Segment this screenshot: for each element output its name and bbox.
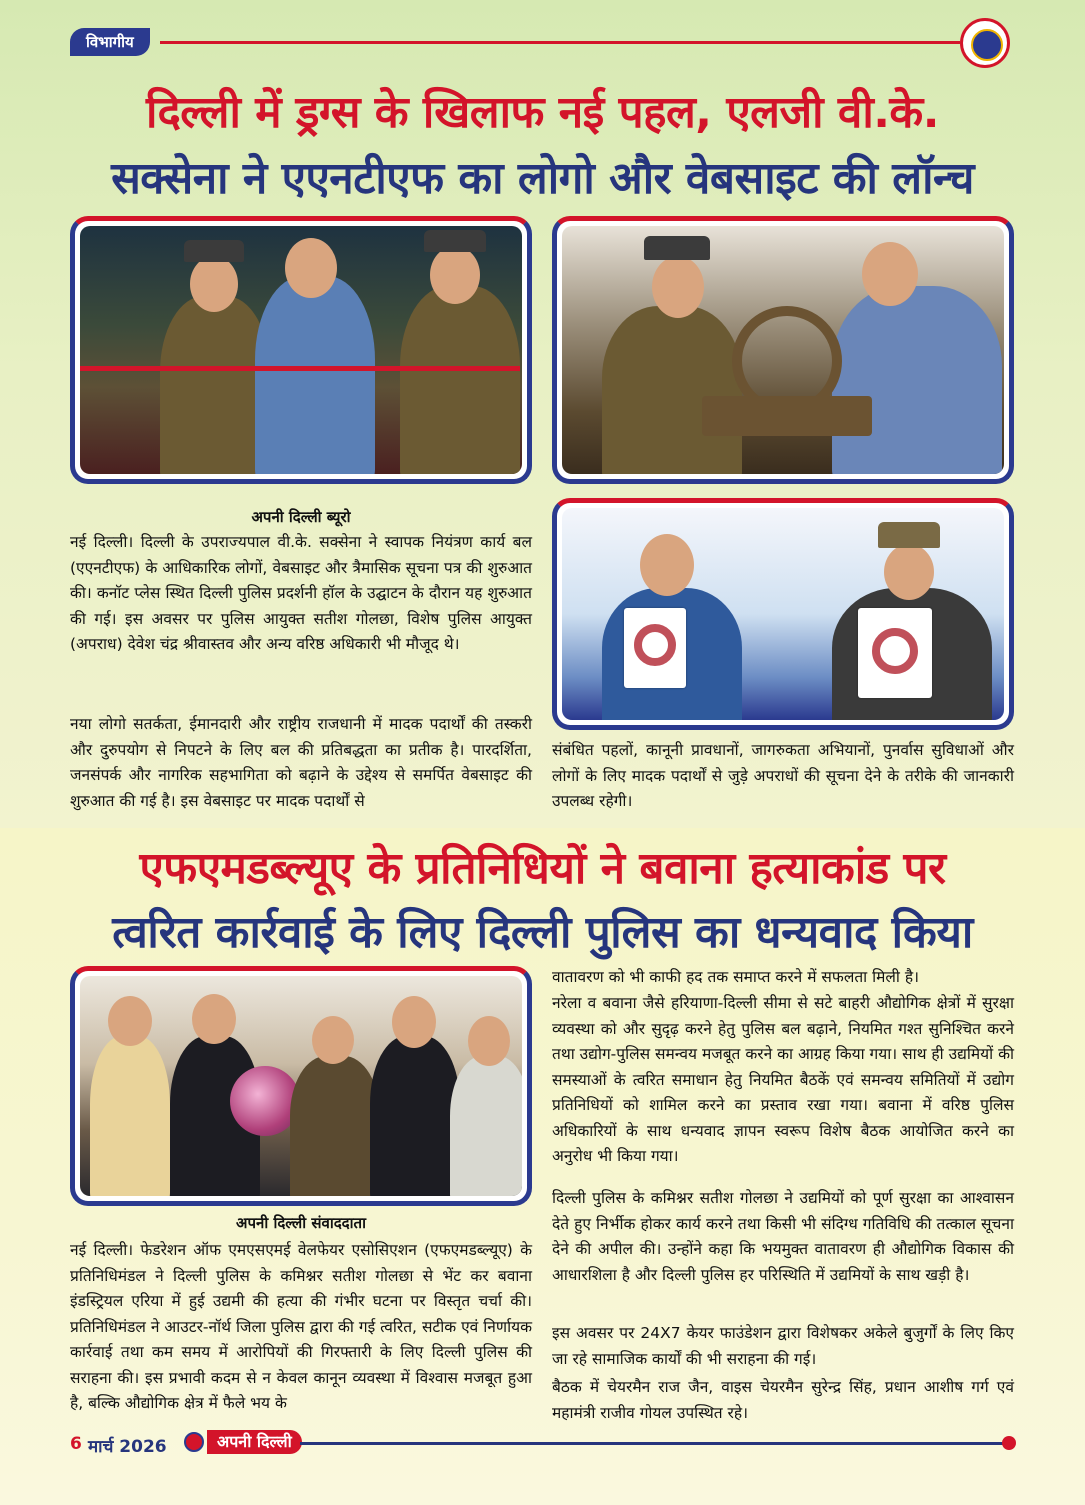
article1-continuation: संबंधित पहलों, कानूनी प्रावधानों, जागरुकता अभियानों, पुनर्वास सुविधाओं और लोगों के लिए मादक पदार्थों से जुड़े अपराधों की सूचना देने के तरीके की जानकारी उपलब्ध रहेगी।: [552, 741, 1014, 810]
footer-dot-icon: [1002, 1436, 1016, 1450]
article2-right-paragraph-3: दिल्ली पुलिस के कमिश्नर सतीश गोलछा ने उद्यमियों को पूर्ण सुरक्षा का आश्वासन देते हुए निर्भीक होकर कार्य करने तथा किसी भी संदिग्ध गतिविधि की तत्काल सूचना देने की अपील की। उन्होंने कहा कि भयमुक्त वातावरण ही औद्योगिक विकास की आधारशिला है और दिल्ली पुलिस हर परिस्थिति में उद्यमियों के साथ खड़ी है।: [552, 1189, 1014, 1284]
article1-headline-line1: दिल्ली में ड्रग्स के खिलाफ नई पहल, एलजी वी.के.: [146, 87, 939, 138]
article1-headline-line2: सक्सेना ने एएनटीएफ का लोगो और वेबसाइट की लॉन्च: [111, 153, 974, 204]
photo-ribbon-cutting: [70, 216, 532, 484]
article1-byline: अपनी दिल्ली ब्यूरो: [251, 508, 351, 526]
footer-date: मार्च 2026: [88, 1437, 167, 1457]
article2-headline-line2: त्वरित कार्रवाई के लिए दिल्ली पुलिस का धन्यवाद किया: [112, 907, 973, 958]
article2-byline: अपनी दिल्ली संवाददाता: [236, 1214, 366, 1232]
article1-paragraph-2: नया लोगो सतर्कता, ईमानदारी और राष्ट्रीय राजधानी में मादक पदार्थों की तस्करी और दुरुपयोग से निपटने के लिए बल की प्रतिबद्धता का प्रतीक है। पारदर्शिता, जनसंपर्क और नागरिक सहभागिता को बढ़ाने के उद्देश्य से समर्पित वेबसाइट की शुरुआत की गई है। इस वेबसाइट पर मादक पदार्थों से: [70, 715, 532, 810]
photo-memento-presentation: [552, 216, 1014, 484]
article2-right-paragraph-5: बैठक में चेयरमैन राज जैन, वाइस चेयरमैन सुरेन्द्र सिंह, प्रधान आशीष गर्ग एवं महामंत्री राजीव गोयल उपस्थित रहे।: [552, 1378, 1014, 1422]
article2-right-paragraph-2: नरेला व बवाना जैसे हरियाणा-दिल्ली सीमा से सटे बाहरी औद्योगिक क्षेत्रों में सुरक्षा व्यवस्था को और सुदृढ़ करने हेतु पुलिस बल बढ़ाने, नियमित गश्त सुनिश्चित करने तथा उद्योग-पुलिस समन्वय मजबूत करने का आग्रह किया गया। साथ ही उद्यमियों की समस्याओं के त्वरित समाधान हेतु नियमित बैठकें एवं समन्वय समितियों में उद्योग प्रतिनिधियों को शामिल करने का प्रस्ताव रखा गया। बवाना में वरिष्ठ पुलिस अधिकारियों के साथ धन्यवाद ज्ञापन स्वरूप विशेष बैठक आयोजित करने का अनुरोध भी किया गया।: [552, 994, 1014, 1165]
photo-newsletter-launch: [552, 498, 1014, 730]
article2-left-text: नई दिल्ली। फेडरेशन ऑफ एमएसएमई वेलफेयर एसोसिएशन (एफएमडब्ल्यूए) के प्रतिनिधिमंडल ने दिल्ली पुलिस के कमिश्नर सतीश गोलछा से भेंट कर बवाना इंडस्ट्रियल एरिया में हुई उद्यमी की हत्या की गंभीर घटना पर विस्तृत चर्चा की। प्रतिनिधिमंडल ने आउटर-नॉर्थ जिला पुलिस द्वारा की गई त्वरित, सटीक एवं निर्णायक कार्रवाई तथा कम समय में आरोपियों की गिरफ्तारी के लिए दिल्ली पुलिस की सराहना की। इस प्रभावी कदम से न केवल कानून व्यवस्था में विश्वास मजबूत हुआ है, बल्कि औद्योगिक क्षेत्र में फैले भय के: [70, 1241, 532, 1412]
apni-dilli-logo-icon: [184, 1432, 204, 1452]
footer-magazine-name: अपनी दिल्ली: [207, 1430, 302, 1454]
apni-dilli-emblem-icon: [960, 18, 1010, 68]
footer-rule: [300, 1442, 1005, 1445]
photo-fmwa-delegation: [70, 966, 532, 1206]
article1-paragraph-1: नई दिल्ली। दिल्ली के उपराज्यपाल वी.के. सक्सेना ने स्वापक नियंत्रण कार्य बल (एएनटीएफ) के आधिकारिक लोगों, वेबसाइट और त्रैमासिक सूचना पत्र की शुरुआत की। कनॉट प्लेस स्थित दिल्ली पुलिस प्रदर्शनी हॉल के उद्घाटन के दौरान यह शुरुआत की गई। इस अवसर पर पुलिस आयुक्त सतीश गोलछा, विशेष पुलिस आयुक्त (अपराध) देवेश चंद्र श्रीवास्तव और अन्य वरिष्ठ अधिकारी भी मौजूद थे।: [70, 533, 533, 653]
footer-page-number: 6: [70, 1434, 82, 1454]
section-tag: विभागीय: [70, 28, 150, 56]
article2-right-paragraph-4: इस अवसर पर 24X7 केयर फाउंडेशन द्वारा विशेषकर अकेले बुजुर्गों के लिए किए जा रहे सामाजिक कार्यों की भी सराहना की गई।: [552, 1324, 1014, 1368]
article2-right-paragraph-1: वातावरण को भी काफी हद तक समाप्त करने में सफलता मिली है।: [552, 968, 919, 986]
header-rule: [160, 41, 960, 44]
article2-headline-line1: एफएमडब्ल्यूए के प्रतिनिधियों ने बवाना हत्याकांड पर: [139, 843, 946, 894]
